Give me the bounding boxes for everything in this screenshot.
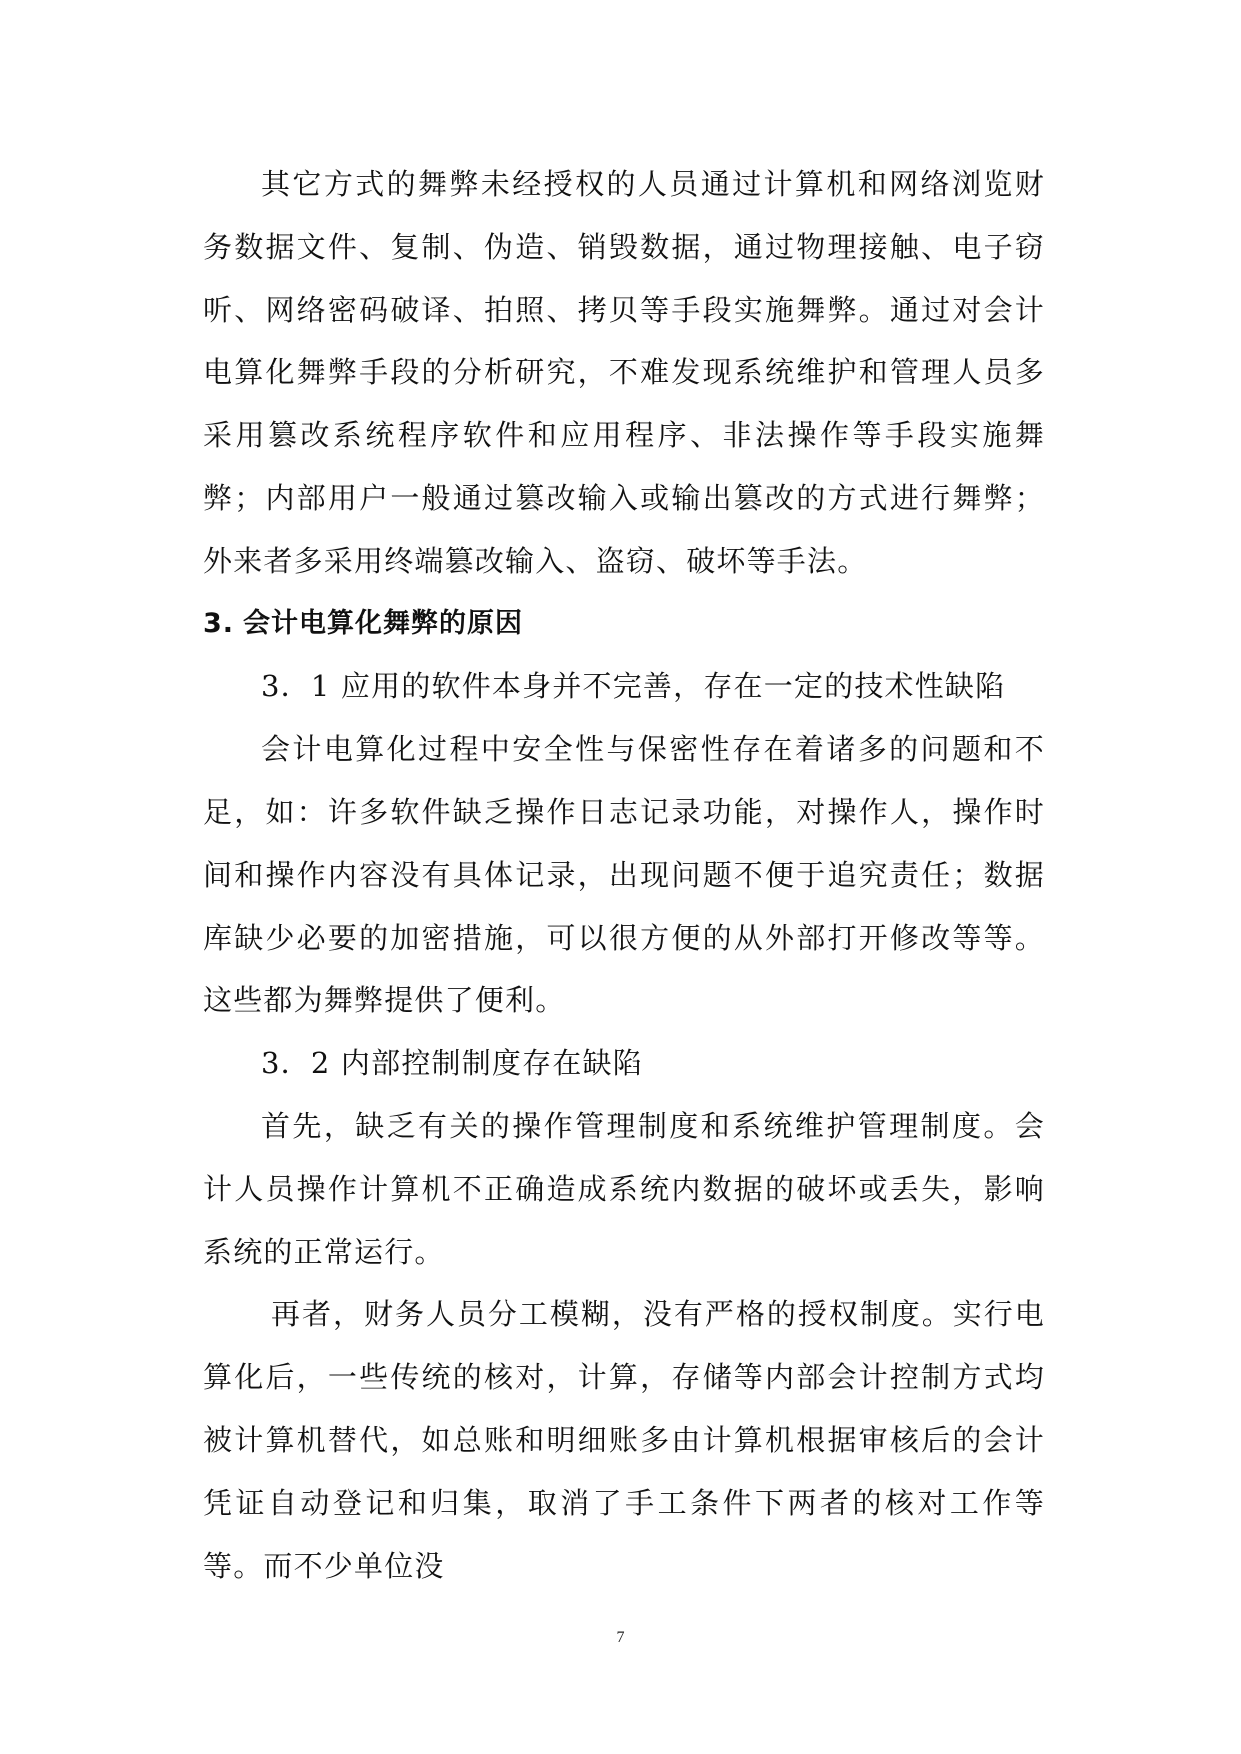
section-heading [203,593,1045,656]
paragraph-management-system: 首先，缺乏有关的操作管理制度和系统维护管理制度。会计人员操作计算机不正确造成系统内数据的破坏或丢失，影响系统的正常运行。 [203,1108,1045,1269]
paragraph-software-defects: 会计电算化过程中安全性与保密性存在着诸多的问题和不足，如：许多软件缺乏操作日志记录功能，对操作人，操作时间和操作内容没有具体记录，出现问题不便于追究责任；数据库缺少必要的加密措施，可以很方便的从外部打开修改等等。这些都为舞弊提供了便利。 [203,732,1045,1018]
section-title: 会计电算化舞弊的原因 [243,607,523,639]
section-number: 3. [203,607,235,639]
page-number: 7 [616,1629,625,1646]
paragraph-fraud-methods: 其它方式的舞弊未经授权的人员通过计算机和网络浏览财务数据文件、复制、伪造、销毁数据，通过物理接触、电子窃听、网络密码破译、拍照、拷贝等手段实施舞弊。通过对会计电算化舞弊手段的分析研究，不难发现系统维护和管理人员多采用篡改系统程序软件和应用程序、非法操作等手段实施舞弊；内部用户一般通过篡改输入或输出篡改的方式进行舞弊；外来者多采用终端篡改输入、盗窃、破坏等手法。 [203,167,1045,578]
page-content [203,153,1045,1597]
paragraph-authorization: 再者，财务人员分工模糊，没有严格的授权制度。实行电算化后，一些传统的核对，计算，存储等内部会计控制方式均被计算机替代，如总账和明细账多由计算机根据审核后的会计凭证自动登记和归集，取消了手工条件下两者的核对工作等等。而不少单位没 [203,1297,1045,1583]
subsection-heading-internal-control: 3．2 内部控制制度存在缺陷 [261,1046,643,1081]
subsection-heading-software-defects: 3．1 应用的软件本身并不完善，存在一定的技术性缺陷 [261,669,1006,704]
